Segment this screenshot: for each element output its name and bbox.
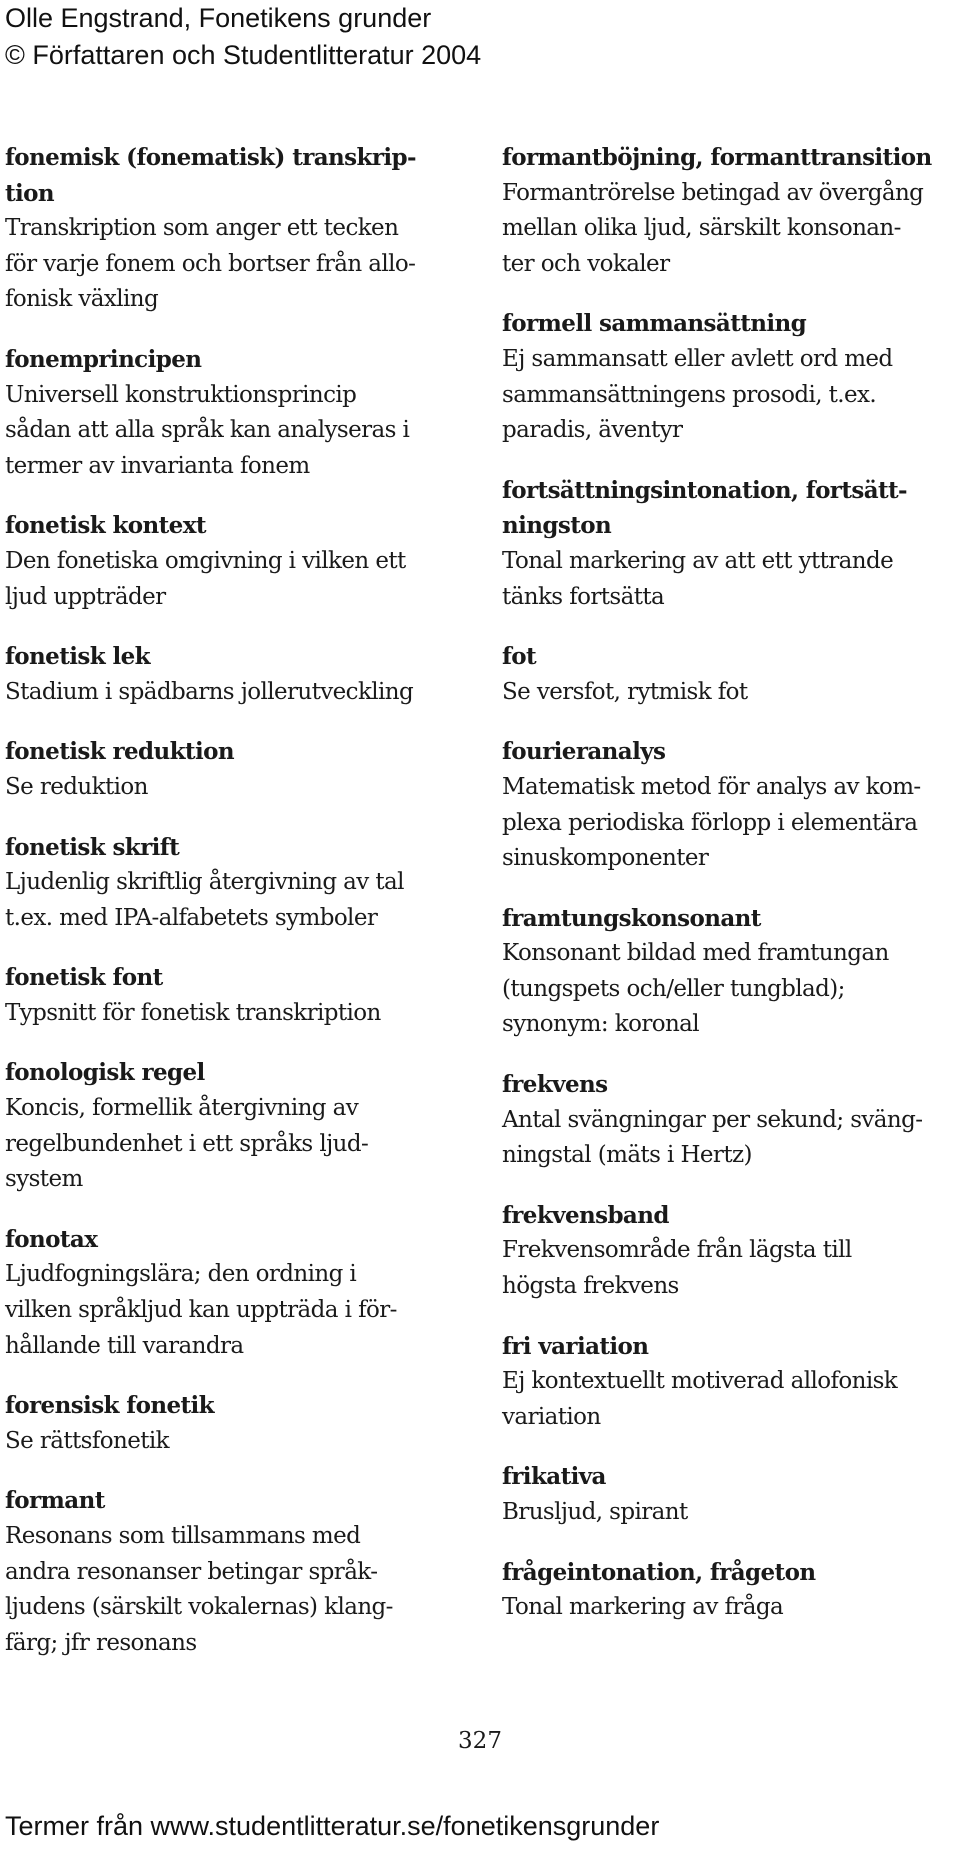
glossary-entry <box>502 1329 957 1436</box>
glossary-term <box>5 1388 445 1424</box>
definition-line: Transkription som anger ett tecken <box>5 215 399 242</box>
glossary-entry <box>5 508 445 615</box>
glossary-entry <box>502 1198 957 1305</box>
definition-line: Typsnitt för fonetisk transkription <box>5 999 381 1026</box>
glossary-definition <box>5 211 445 318</box>
glossary-definition <box>5 996 445 1032</box>
definition-line: sinuskomponenter <box>502 845 709 872</box>
glossary-definition <box>5 1257 445 1364</box>
page-header <box>5 0 481 74</box>
glossary-entry <box>502 1459 957 1530</box>
definition-line: för varje fonem och bortser från allo- <box>5 250 416 277</box>
glossary-term <box>5 508 445 544</box>
definition-line: Tonal markering av att ett yttrande <box>502 547 894 574</box>
term-line: ningston <box>502 512 612 540</box>
glossary-term <box>502 140 957 176</box>
glossary-term <box>5 1222 445 1258</box>
definition-line: plexa periodiska förlopp i elementära <box>502 809 918 836</box>
glossary-term <box>5 734 445 770</box>
definition-line: sådan att alla språk kan analyseras i <box>5 417 410 444</box>
definition-line: Stadium i spädbarns jollerutveckling <box>5 678 414 705</box>
glossary-entry <box>5 1483 445 1661</box>
term-line: fonetisk reduktion <box>5 738 234 766</box>
glossary-term <box>5 342 445 378</box>
glossary-definition <box>502 675 957 711</box>
term-line: fri variation <box>502 1332 649 1360</box>
definition-line: Ljudenlig skriftlig återgivning av tal <box>5 869 404 896</box>
definition-line: Resonans som tillsammans med <box>5 1523 361 1549</box>
glossary-term <box>5 140 445 211</box>
glossary-entry <box>502 1067 957 1174</box>
definition-line: Ej kontextuellt motiverad allofonisk <box>502 1368 898 1395</box>
glossary-term <box>502 901 957 937</box>
term-line: formant <box>5 1487 105 1515</box>
glossary-entry <box>5 1055 445 1197</box>
term-line: frekvens <box>502 1071 608 1099</box>
glossary-definition <box>502 1364 957 1435</box>
definition-line: synonym: koronal <box>502 1011 700 1038</box>
header-copyright: © Författaren och Studentlitteratur 2004 <box>5 40 482 70</box>
glossary-term <box>502 734 957 770</box>
definition-line: Universell konstruktionsprincip <box>5 381 357 408</box>
definition-line: Se reduktion <box>5 773 148 800</box>
glossary-definition <box>5 770 445 806</box>
term-line: frågeintonation, frågeton <box>502 1558 816 1586</box>
glossary-term <box>502 473 957 544</box>
glossary-term <box>502 1329 957 1365</box>
definition-line: Tonal markering av fråga <box>502 1594 784 1621</box>
glossary-term <box>5 1055 445 1091</box>
glossary-entry <box>5 960 445 1031</box>
glossary-entry <box>502 901 957 1043</box>
definition-line: Ej sammansatt eller avlett ord med <box>502 345 893 372</box>
definition-line: ter och vokaler <box>502 250 670 277</box>
definition-line: färg; jfr resonans <box>5 1629 197 1656</box>
definition-line: termer av invarianta fonem <box>5 452 310 479</box>
glossary-definition <box>502 544 957 615</box>
definition-line: Se rättsfonetik <box>5 1427 169 1454</box>
glossary-entry <box>5 830 445 937</box>
definition-line: Koncis, formellik återgivning av <box>5 1095 359 1122</box>
term-line: fonemisk (fonematisk) transkrip- <box>5 144 416 171</box>
definition-line: t.ex. med IPA-alfabetets symboler <box>5 904 378 931</box>
glossary-definition <box>5 1519 445 1661</box>
term-line: frekvensband <box>502 1201 669 1229</box>
glossary-definition <box>5 378 445 485</box>
page-footer: Termer från www.studentlitteratur.se/fonetikensgrunder <box>5 1811 660 1841</box>
term-line: fonologisk regel <box>5 1059 205 1087</box>
definition-line: Ljudfogningslära; den ordning i <box>5 1261 357 1288</box>
glossary-definition <box>502 176 957 283</box>
glossary-entry <box>502 734 957 876</box>
term-line: formantböjning, formanttransition <box>502 144 932 171</box>
glossary-entry <box>5 734 445 805</box>
definition-line: Antal svängningar per sekund; sväng- <box>502 1106 923 1133</box>
glossary-definition <box>5 544 445 615</box>
definition-line: Frekvensområde från lägsta till <box>502 1237 852 1264</box>
glossary-definition <box>5 1424 445 1460</box>
definition-line: ljud uppträder <box>5 583 166 610</box>
definition-line: Formantrörelse betingad av övergång <box>502 179 924 206</box>
glossary-entry <box>5 1388 445 1459</box>
glossary-entry <box>502 306 957 448</box>
glossary-definition <box>5 675 445 711</box>
definition-line: fonisk växling <box>5 286 159 313</box>
term-line: fonetisk skrift <box>5 833 180 861</box>
definition-line: regelbundenhet i ett språks ljud- <box>5 1130 369 1157</box>
definition-line: system <box>5 1166 83 1193</box>
page-number: 327 <box>458 1728 502 1754</box>
glossary-term <box>502 1459 957 1495</box>
glossary-definition <box>502 1590 957 1626</box>
glossary-entry <box>502 473 957 615</box>
glossary-definition <box>502 342 957 449</box>
glossary-left-column <box>5 140 445 1685</box>
glossary-term <box>502 639 957 675</box>
definition-line: sammansättningens prosodi, t.ex. <box>502 381 877 408</box>
definition-line: hållande till varandra <box>5 1332 244 1359</box>
glossary-entry <box>502 1555 957 1626</box>
definition-line: andra resonanser betingar språk- <box>5 1558 378 1585</box>
definition-line: paradis, äventyr <box>502 417 683 444</box>
header-author-title: Olle Engstrand, Fonetikens grunder <box>5 3 432 33</box>
glossary-entry <box>5 140 445 318</box>
definition-line: högsta frekvens <box>502 1273 679 1300</box>
glossary-entry <box>502 639 957 710</box>
term-line: fonetisk font <box>5 964 163 992</box>
glossary-definition <box>502 1495 957 1531</box>
glossary-entry <box>5 639 445 710</box>
definition-line: ningstal (mäts i Hertz) <box>502 1142 752 1169</box>
term-line: fonemprincipen <box>5 345 202 373</box>
term-line: fonetisk kontext <box>5 512 206 540</box>
definition-line: vilken språkljud kan uppträda i för- <box>5 1297 397 1324</box>
glossary-term <box>502 306 957 342</box>
glossary-term <box>5 1483 445 1519</box>
definition-line: Konsonant bildad med framtungan <box>502 940 889 967</box>
glossary-term <box>5 960 445 996</box>
glossary-term <box>502 1067 957 1103</box>
glossary-entry <box>502 140 957 282</box>
glossary-definition <box>502 770 957 877</box>
term-line: framtungskonsonant <box>502 904 761 932</box>
glossary-term <box>502 1198 957 1234</box>
definition-line: Se versfot, rytmisk fot <box>502 678 748 705</box>
definition-line: variation <box>502 1403 601 1430</box>
term-line: fot <box>502 643 537 671</box>
definition-line: ljudens (särskilt vokalernas) klang- <box>5 1594 393 1621</box>
glossary-entry <box>5 1222 445 1364</box>
glossary-definition <box>502 1233 957 1304</box>
glossary-definition <box>5 865 445 936</box>
glossary-definition <box>502 1103 957 1174</box>
term-line: fourieranalys <box>502 738 666 766</box>
glossary-term <box>5 639 445 675</box>
term-line: fonetisk lek <box>5 643 150 671</box>
glossary-entry <box>5 342 445 484</box>
glossary-right-column <box>502 140 957 1650</box>
glossary-definition <box>5 1091 445 1198</box>
glossary-definition <box>502 936 957 1043</box>
definition-line: Brusljud, spirant <box>502 1499 688 1525</box>
term-line: frikativa <box>502 1463 606 1491</box>
definition-line: mellan olika ljud, särskilt konsonan- <box>502 215 901 242</box>
term-line: fonotax <box>5 1225 98 1253</box>
term-line: tion <box>5 179 55 207</box>
definition-line: (tungspets och/eller tungblad); <box>502 975 845 1002</box>
definition-line: Matematisk metod för analys av kom- <box>502 773 921 800</box>
term-line: fortsättningsintonation, fortsätt- <box>502 476 907 504</box>
term-line: formell sammansättning <box>502 310 807 338</box>
glossary-term <box>5 830 445 866</box>
definition-line: tänks fortsätta <box>502 583 665 610</box>
definition-line: Den fonetiska omgivning i vilken ett <box>5 547 406 574</box>
glossary-term <box>502 1555 957 1591</box>
term-line: forensisk fonetik <box>5 1392 214 1420</box>
